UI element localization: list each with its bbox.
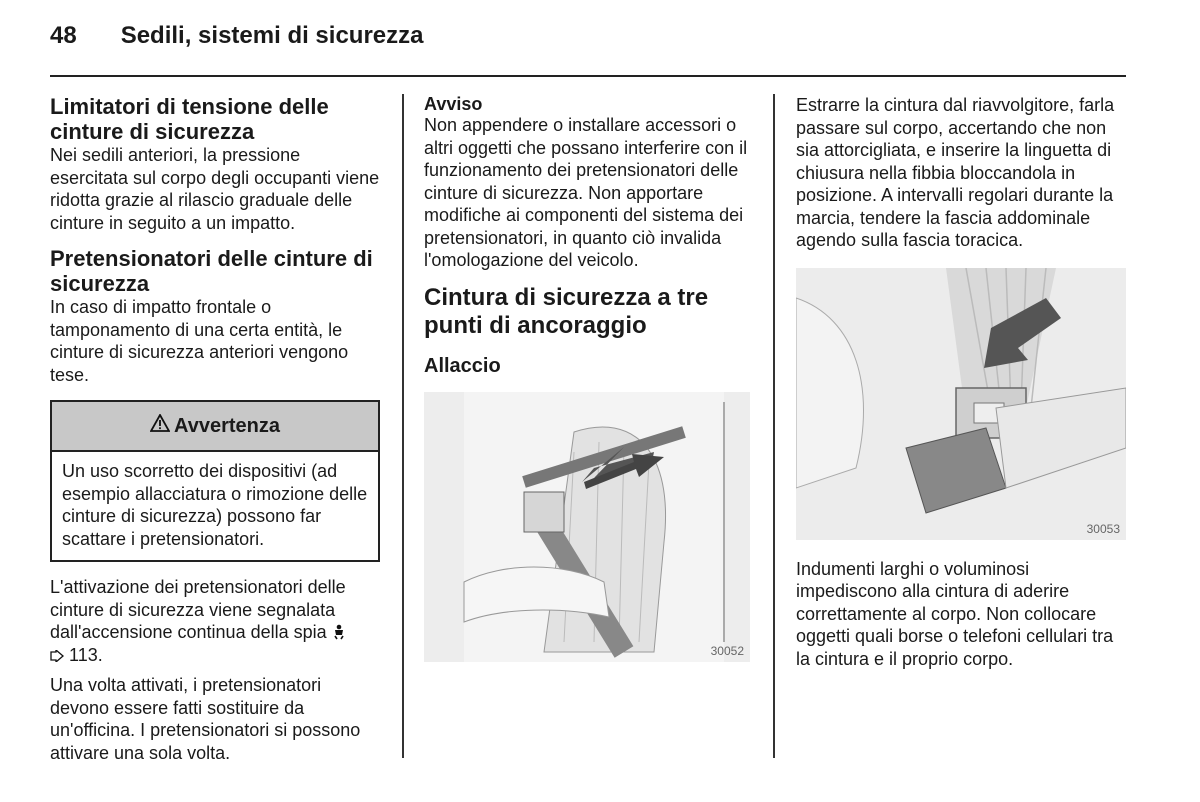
column-divider	[402, 94, 404, 758]
warning-title: Avvertenza	[174, 414, 280, 437]
page-reference-link[interactable]: 113.	[69, 644, 103, 665]
warning-triangle-icon	[150, 414, 170, 438]
warning-text: Un uso scorretto dei dispositivi (ad esempio allacciatura o rimozione delle cinture di sicurezza) possono far scattare i pretensionatori.	[62, 461, 368, 549]
heading-pretensioners: Pretensionatori delle cinture di sicurezza	[50, 246, 373, 296]
header-rule	[50, 75, 1126, 77]
paragraph-clothing: Indumenti larghi o voluminosi impediscono alla cintura di aderire correttamente al corpo. Non collocare oggetti quali borse o telefoni cellulari tra la cintura e il proprio corpo.	[796, 558, 1114, 669]
heading-fastening: Allaccio	[424, 354, 501, 377]
illustration-number: 30052	[710, 643, 744, 658]
heading-limiters: Limitatori di tensione delle cinture di sicurezza	[50, 94, 329, 144]
page-number: 48	[50, 22, 77, 49]
illustration-buckle	[796, 268, 1126, 540]
warning-header	[52, 402, 378, 452]
notice-text: Non appendere o installare accessori o altri oggetti che possano interferire con il funzionamento dei pretensionatori delle cinture di sicurezza. Non apportare modifiche ai componenti del sistema dei pretensionatori, in quanto ciò invalida l'omologazione del veicolo.	[424, 115, 748, 270]
column-middle	[424, 94, 754, 662]
page-header	[50, 22, 424, 62]
paragraph-once: Una volta attivati, i pretensionatori devono essere fatti sostituire da un'officina. I pretensionatori si possono attivare una sola volta.	[50, 675, 361, 763]
column-divider	[773, 94, 775, 758]
page-reference-arrow-icon	[50, 645, 64, 665]
column-left	[50, 94, 380, 764]
illustration-number: 30053	[1086, 521, 1120, 536]
column-right	[796, 94, 1126, 670]
buckle-drawing	[796, 268, 1126, 540]
heading-three-point-belt: Cintura di sicurezza a tre punti di ancoraggio	[424, 283, 709, 339]
notice-title: Avviso	[424, 94, 483, 114]
section-title: Sedili, sistemi di sicurezza	[120, 22, 424, 49]
activation-text: L'attivazione dei pretensionatori delle cinture di sicurezza viene segnalata dall'accensione continua della spia	[50, 577, 346, 642]
warning-box	[50, 400, 380, 562]
seatbelt-pretensioner-warning-lamp-icon	[332, 622, 346, 642]
belt-fastening-drawing	[424, 392, 750, 662]
illustration-fastening-belt	[424, 392, 750, 662]
paragraph-extract: Estrarre la cintura dal riavvolgitore, farla passare sul corpo, accertando che non sia attorcigliata, e inserire la linguetta di chiusura nella fibbia bloccandola in posizione. A intervalli regolari durante la marcia, tendere la fascia addominale agendo sulla fascia toracica.	[796, 95, 1115, 250]
paragraph-activation	[50, 576, 380, 666]
paragraph-limiters: Nei sedili anteriori, la pressione esercitata sul corpo degli occupanti viene ridotta grazie al rilascio graduale delle cinture in seguito a un impatto.	[50, 145, 380, 233]
paragraph-pretensioners: In caso di impatto frontale o tamponamento di una certa entità, le cinture di sicurezza anteriori vengono tese.	[50, 297, 349, 385]
